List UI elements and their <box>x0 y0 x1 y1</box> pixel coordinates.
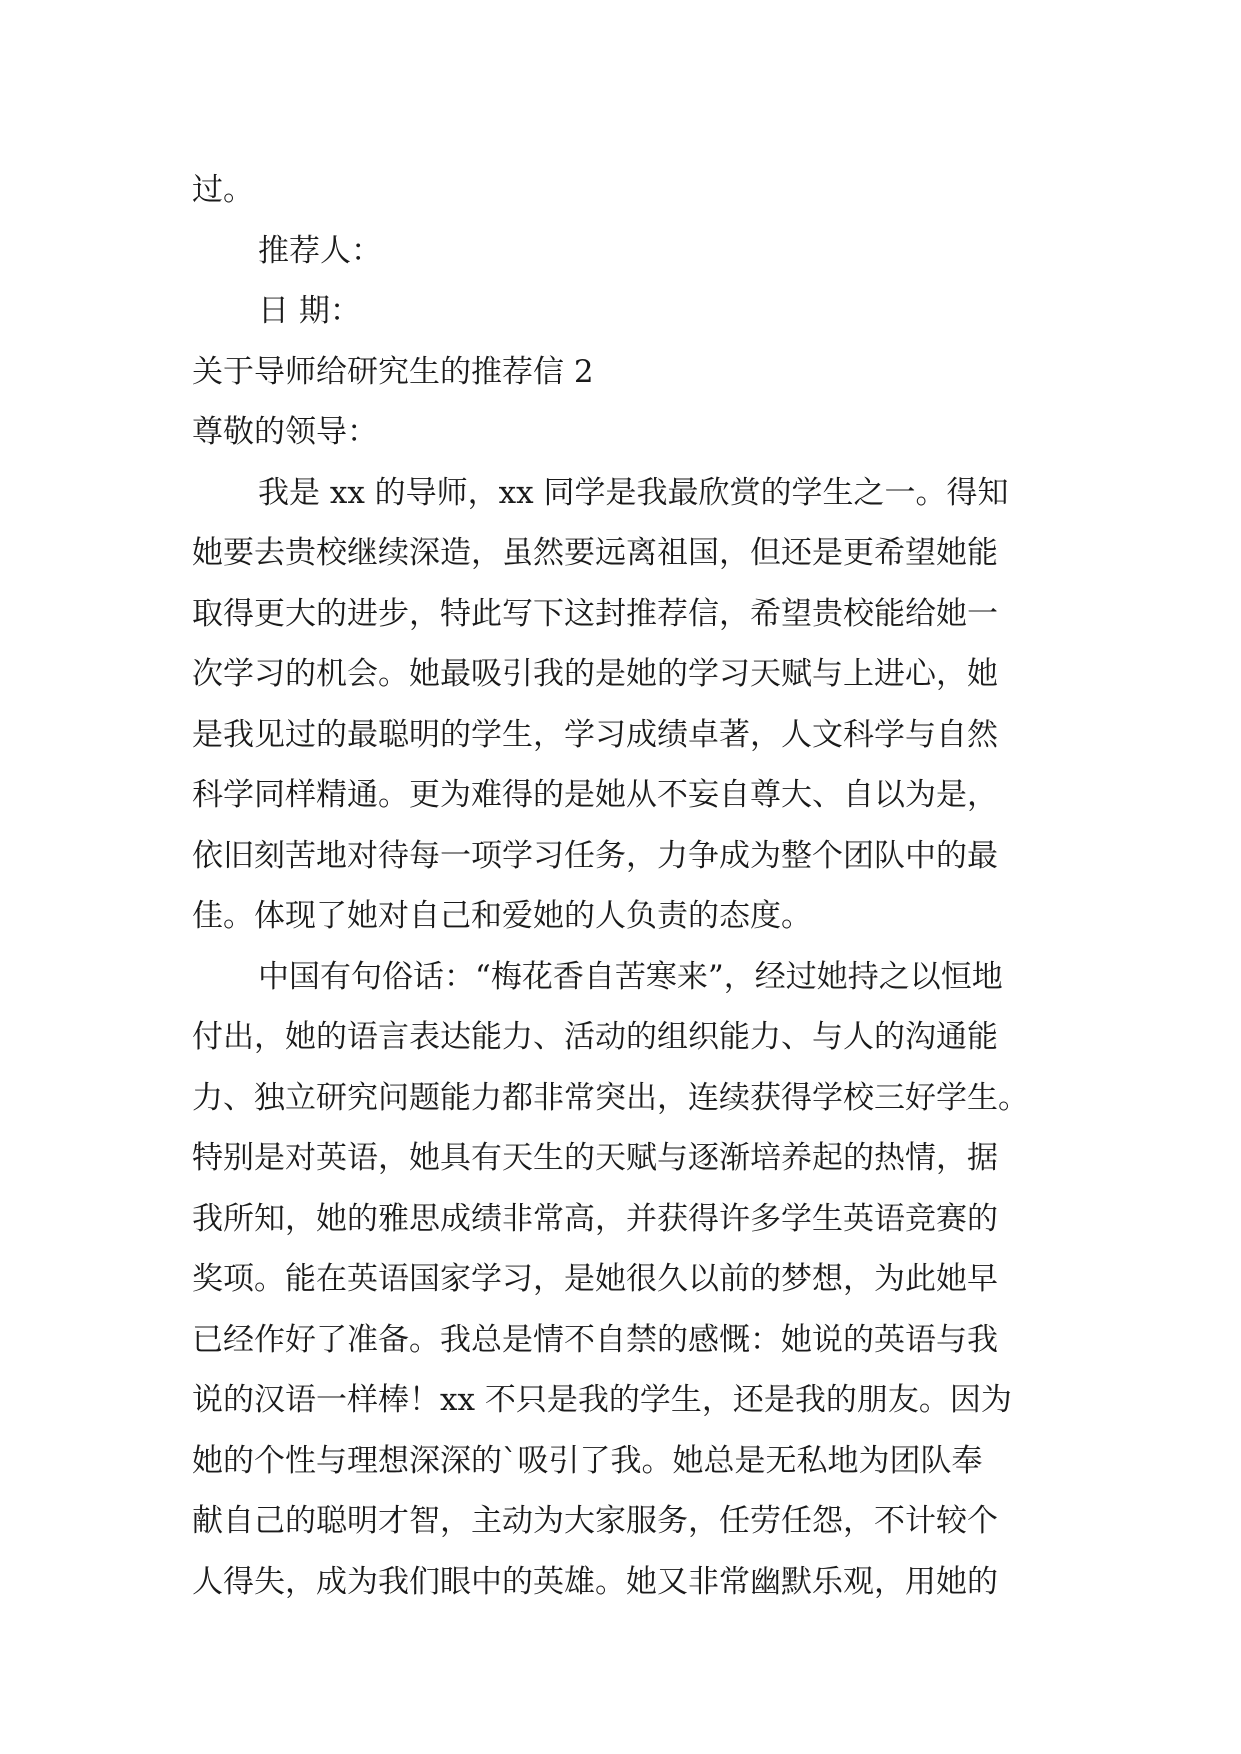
paragraph-line: 中国有句俗话：“梅花香自苦寒来”，经过她持之以恒地 <box>258 958 1003 995</box>
document-body <box>192 160 1060 1612</box>
continuation-line: 过。 <box>192 172 254 208</box>
paragraph-line: 献自己的聪明才智，主动为大家服务，任劳任怨，不计较个 <box>192 1503 998 1539</box>
paragraph-line: 力、独立研究问题能力都非常突出，连续获得学校三好学生。 <box>192 1079 1029 1116</box>
paragraph-line: 科学同样精通。更为难得的是她从不妄自尊大、自以为是， <box>192 777 998 813</box>
paragraph-line: 付出，她的语言表达能力、活动的组织能力、与人的沟通能 <box>192 1019 998 1055</box>
paragraph-line: 我所知，她的雅思成绩非常高，并获得许多学生英语竞赛的 <box>192 1200 998 1237</box>
paragraph-line: 奖项。能在英语国家学习，是她很久以前的梦想，为此她早 <box>192 1261 998 1297</box>
letter-title: 关于导师给研究生的推荐信 2 <box>192 353 594 390</box>
recommender-label: 推荐人： <box>258 232 382 269</box>
date-label: 日 期： <box>258 293 361 329</box>
paragraph-line: 已经作好了准备。我总是情不自禁的感慨：她说的英语与我 <box>192 1321 998 1358</box>
paragraph-line: 是我见过的最聪明的学生，学习成绩卓著，人文科学与自然 <box>192 716 998 753</box>
paragraph-line: 我是 xx 的导师，xx 同学是我最欣赏的学生之一。得知 <box>258 474 1009 511</box>
paragraph-line: 特别是对英语，她具有天生的天赋与逐渐培养起的热情，据 <box>192 1140 998 1176</box>
paragraph-1 <box>192 463 1060 947</box>
paragraph-line: 说的汉语一样棒！xx 不只是我的学生，还是我的朋友。因为 <box>192 1382 1012 1418</box>
paragraph-line: 依旧刻苦地对待每一项学习任务，力争成为整个团队中的最 <box>192 837 998 874</box>
paragraph-line: 她要去贵校继续深造，虽然要远离祖国，但还是更希望她能 <box>192 535 998 571</box>
paragraph-2 <box>192 947 1060 1613</box>
salutation: 尊敬的领导： <box>192 414 378 450</box>
paragraph-line: 人得失，成为我们眼中的英雄。她又非常幽默乐观，用她的 <box>192 1563 998 1600</box>
paragraph-line: 次学习的机会。她最吸引我的是她的学习天赋与上进心，她 <box>192 656 998 692</box>
paragraph-line: 她的个性与理想深深的`吸引了我。她总是无私地为团队奉 <box>192 1442 983 1479</box>
paragraph-line: 佳。体现了她对自己和爱她的人负责的态度。 <box>192 898 812 934</box>
paragraph-line: 取得更大的进步，特此写下这封推荐信，希望贵校能给她一 <box>192 595 998 632</box>
